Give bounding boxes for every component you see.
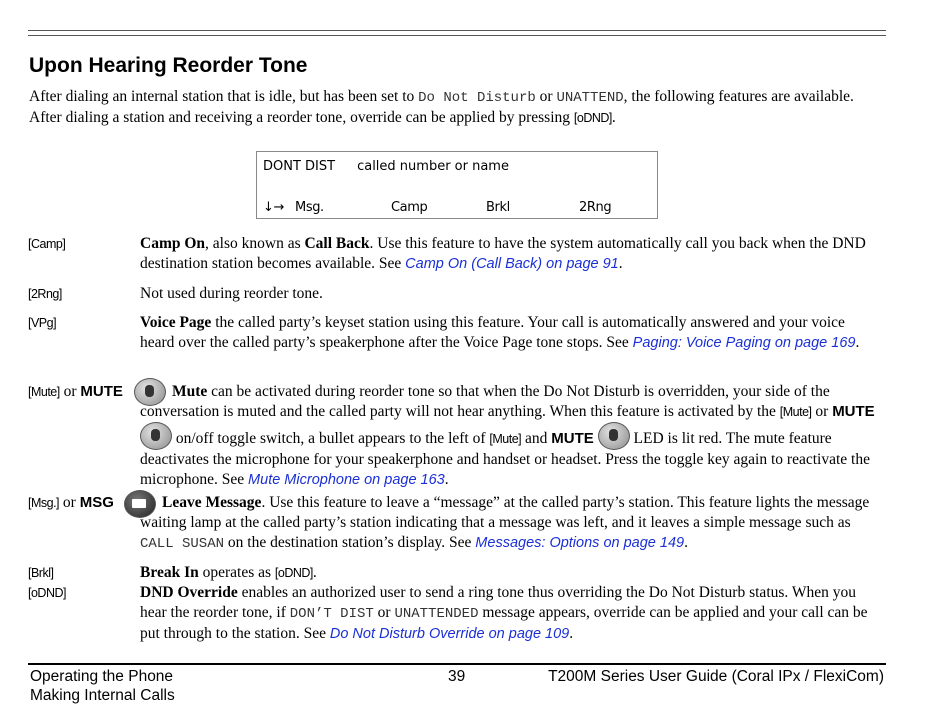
key-label: [Camp] xyxy=(28,237,66,251)
key-label: [Brkl] xyxy=(28,566,54,580)
intro-key-odnd: [oDND] xyxy=(573,111,612,125)
softkey-brkl[interactable]: Brkl xyxy=(486,200,510,215)
intro-mono-unattend: UNATTEND xyxy=(556,90,624,106)
term: DND Override xyxy=(140,584,238,601)
mute-button-label: MUTE xyxy=(551,430,594,447)
item-description xyxy=(140,583,882,644)
link-dnd-override[interactable]: Do Not Disturb Override on page 109 xyxy=(329,626,570,642)
text: or xyxy=(811,403,833,420)
intro-paragraph xyxy=(29,87,879,128)
section-title: Upon Hearing Reorder Tone xyxy=(29,54,308,77)
softkey-camp[interactable]: Camp xyxy=(391,200,428,215)
term: Voice Page xyxy=(140,314,212,331)
text: . xyxy=(569,625,574,642)
mute-key-icon xyxy=(598,422,630,450)
key-label: [VPg] xyxy=(28,316,57,330)
key-label: [Mute] xyxy=(489,432,522,446)
item-description xyxy=(140,382,882,490)
intro-text: , the following features are available. After dialing a station and receiving a reorder tone, override can be applied by pressing xyxy=(29,88,854,126)
key-label: [Mute] xyxy=(28,385,60,399)
mono-text: UNATTENDED xyxy=(394,606,479,622)
text: . xyxy=(618,255,623,272)
text: or xyxy=(59,494,80,511)
intro-text: . xyxy=(611,109,616,126)
key-label: [oDND] xyxy=(28,586,66,600)
footer-rule xyxy=(28,663,886,665)
text: . xyxy=(855,334,860,351)
phone-display xyxy=(256,151,658,219)
mono-text: CALL SUSAN xyxy=(140,536,225,552)
key-label-group xyxy=(28,493,114,513)
text: . xyxy=(444,471,449,488)
text: . Use this feature to leave a “message” at the called party’s station. This feature lights the message waiting lamp at the called party’s station indicating that a message was left, and it leaves a simple message such as xyxy=(140,494,870,531)
footer-left-1: Operating the Phone xyxy=(30,668,174,685)
display-line-1 xyxy=(263,159,531,174)
item-description xyxy=(140,234,882,274)
link-mute-microphone[interactable]: Mute Microphone on page 163 xyxy=(248,472,445,488)
mono-text: DON’T DIST xyxy=(289,606,374,622)
display-status: DONT DIST xyxy=(263,159,336,174)
term: Call Back xyxy=(304,235,370,252)
arrows-icon: ↓→ xyxy=(263,200,284,215)
header-rule-top xyxy=(28,30,886,31)
key-label: [Msg.] xyxy=(28,496,60,510)
msg-button-label: MSG xyxy=(79,494,114,511)
item-description xyxy=(140,493,882,554)
text: . xyxy=(312,564,317,581)
item-description xyxy=(140,563,882,583)
text: LED is lit red. The mute feature deactivates the microphone for your speakerphone and handset or headset. Press the toggle key again to reactivate the microphone. See xyxy=(140,430,870,488)
header-rule-bottom xyxy=(28,35,886,36)
key-label: [oDND] xyxy=(274,566,313,580)
mute-button-label: MUTE xyxy=(80,383,123,400)
text: on/off toggle switch, a bullet appears to the left of xyxy=(172,430,490,447)
text: operates as xyxy=(198,564,275,581)
text: the called party’s keyset station using this feature. Your call is automatically answered and your voice heard over the called party’s speakerphone after the Voice Page tone stops. See xyxy=(140,314,845,351)
key-label-group xyxy=(28,382,123,402)
intro-text: After dialing an internal station that is idle, but has been set to xyxy=(29,88,419,105)
softkey-msg[interactable]: Msg. xyxy=(295,200,324,215)
text: and xyxy=(521,430,552,447)
text: can be activated during reorder tone so that when the Do Not Disturb is overridden, your side of the conversation is muted and the called party will not hear anything. When this feature is activated by the xyxy=(140,383,830,420)
term: Mute xyxy=(172,383,208,400)
footer-left-2: Making Internal Calls xyxy=(30,687,175,704)
text: . xyxy=(684,534,688,551)
mute-key-icon xyxy=(140,422,172,450)
intro-mono-dnd: Do Not Disturb xyxy=(418,90,536,106)
term: Camp On xyxy=(140,235,206,252)
key-label: [2Rng] xyxy=(28,287,62,301)
link-voice-paging[interactable]: Paging: Voice Paging on page 169 xyxy=(632,335,856,351)
mute-button-label: MUTE xyxy=(832,403,875,420)
display-called: called number or name xyxy=(357,159,509,174)
footer-right: T200M Series User Guide (Coral IPx / FlexiCom) xyxy=(548,668,884,685)
intro-text: or xyxy=(535,88,557,105)
text: message appears, override can be applied and your call can be put through to the station. See xyxy=(140,604,868,642)
text: , also known as xyxy=(205,235,305,252)
link-messages-options[interactable]: Messages: Options on page 149 xyxy=(475,535,685,551)
link-camp-on[interactable]: Camp On (Call Back) on page 91 xyxy=(405,256,619,272)
item-description: Not used during reorder tone. xyxy=(140,285,323,302)
text: enables an authorized user to send a ring tone thus overriding the Do Not Disturb status. When you hear the reorder tone, if xyxy=(140,584,857,621)
text: or xyxy=(373,604,395,621)
softkey-2rng[interactable]: 2Rng xyxy=(579,200,612,215)
text: . Use this feature to have the system automatically call you back when the DND destination station becomes available. See xyxy=(140,235,866,272)
key-label: [Mute] xyxy=(779,405,812,419)
term: Break In xyxy=(140,564,199,581)
text: on the destination station’s display. See xyxy=(224,534,476,551)
text: or xyxy=(59,383,81,400)
item-description xyxy=(140,313,882,353)
term: Leave Message xyxy=(162,494,262,511)
page-number: 39 xyxy=(448,668,466,685)
